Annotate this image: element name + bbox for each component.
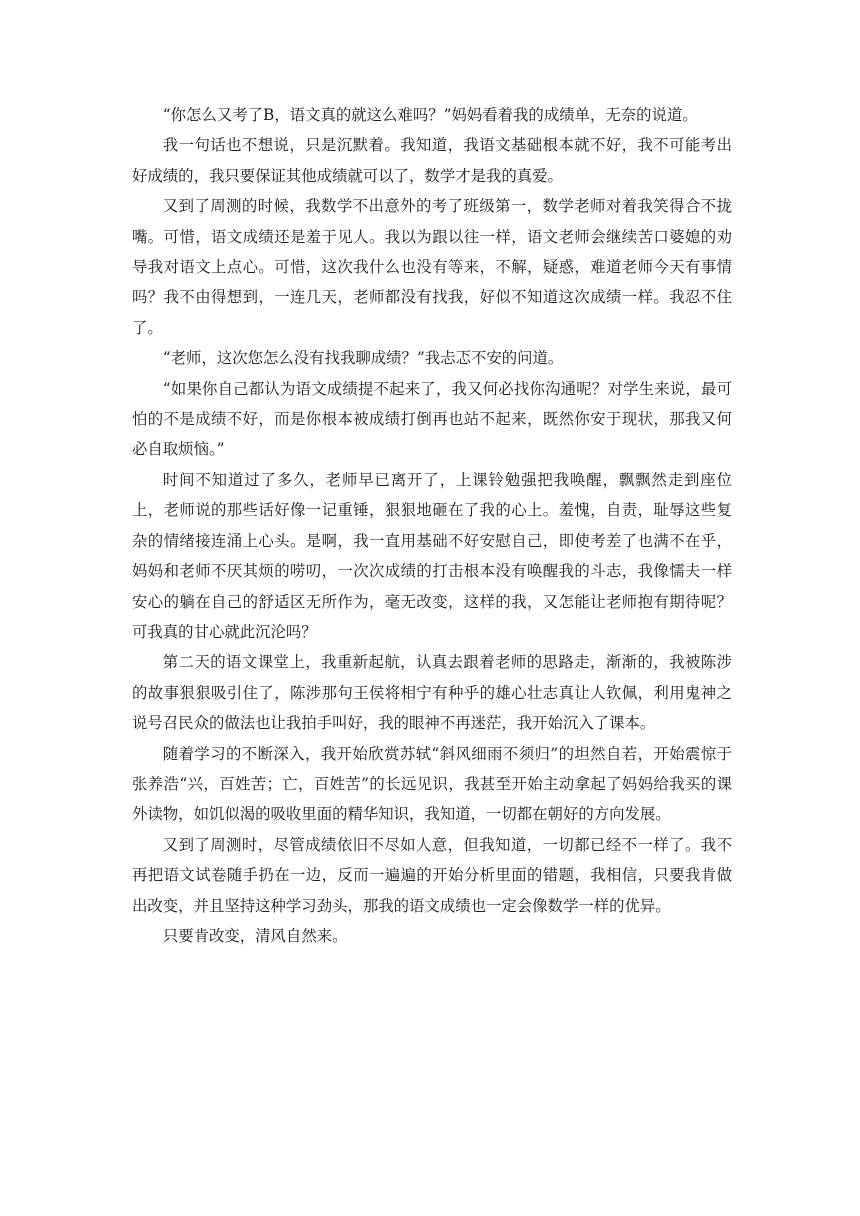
- paragraph-10: 只要肯改变，清风自然来。: [162, 926, 348, 945]
- paragraph-1: “你怎么又考了B，语文真的就这么难吗？”妈妈看着我的成绩单，无奈的说道。: [162, 106, 698, 124]
- paragraph-9: 又到了周测时，尽管成绩依旧不尽如人意，但我知道，一切都已经不一样了。我不再把语文试卷随手扔在一边，反而一遍遍的开始分析里面的错题，我相信，只要我肯做出改变，并且坚持这种学习劲头，那我的语文成绩也一定会像数学一样的优异。: [132, 835, 732, 915]
- paragraph-8: 随着学习的不断深入，我开始欣赏苏轼“斜风细雨不须归”的坦然自若，开始震惊于张养浩“兴，百姓苦；亡，百姓苦”的长远见识，我甚至开始主动拿起了妈妈给我买的课外读物，如饥似渴的吸收里面的精华知识，我知道，一切都在朝好的方向发展。: [132, 744, 732, 824]
- paragraph-2: 我一句话也不想说，只是沉默着。我知道，我语文基础根本就不好，我不可能考出好成绩的，我只要保证其他成绩就可以了，数学才是我的真爱。: [132, 136, 732, 185]
- paragraph-7: 第二天的语文课堂上，我重新起航，认真去跟着老师的思路走，渐渐的，我被陈涉的故事狠狠吸引住了，陈涉那句王侯将相宁有种乎的雄心壮志真让人钦佩，利用鬼神之说号召民众的做法也让我拍手叫好，我的眼神不再迷茫，我开始沉入了课本。: [132, 653, 732, 733]
- paragraph-6: 时间不知道过了多久，老师早已离开了，上课铃勉强把我唤醒，飘飘然走到座位上，老师说的那些话好像一记重锤，狠狠地砸在了我的心上。羞愧，自责，耻辱这些复杂的情绪接连涌上心头。是啊，我一直用基础不好安慰自己，即使考差了也满不在乎，妈妈和老师不厌其烦的唠叨，一次次成绩的打击根本没有唤醒我的斗志，我像懦夫一样安心的躺在自己的舒适区无所作为，毫无改变，这样的我，又怎能让老师抱有期待呢？可我真的甘心就此沉沦吗？: [132, 470, 732, 641]
- paragraph-3: 又到了周测的时候，我数学不出意外的考了班级第一，数学老师对着我笑得合不拢嘴。可惜，语文成绩还是羞于见人。我以为跟以往一样，语文老师会继续苦口婆媳的劝导我对语文上点心。可惜，这次我什么也没有等来，不解，疑惑，难道老师今天有事情吗？我不由得想到，一连几天，老师都没有找我，好似不知道这次成绩一样。我忍不住了。: [132, 197, 732, 337]
- paragraph-4: “老师，这次您怎么没有找我聊成绩？”我忐忑不安的问道。: [162, 349, 564, 368]
- paragraph-5: “如果你自己都认为语文成绩提不起来了，我又何必找你沟通呢？对学生来说，最可怕的不是成绩不好，而是你根本被成绩打倒再也站不起来，既然你安于现状，那我又何必自取烦恼。”: [132, 379, 732, 459]
- document-page: [132, 100, 732, 951]
